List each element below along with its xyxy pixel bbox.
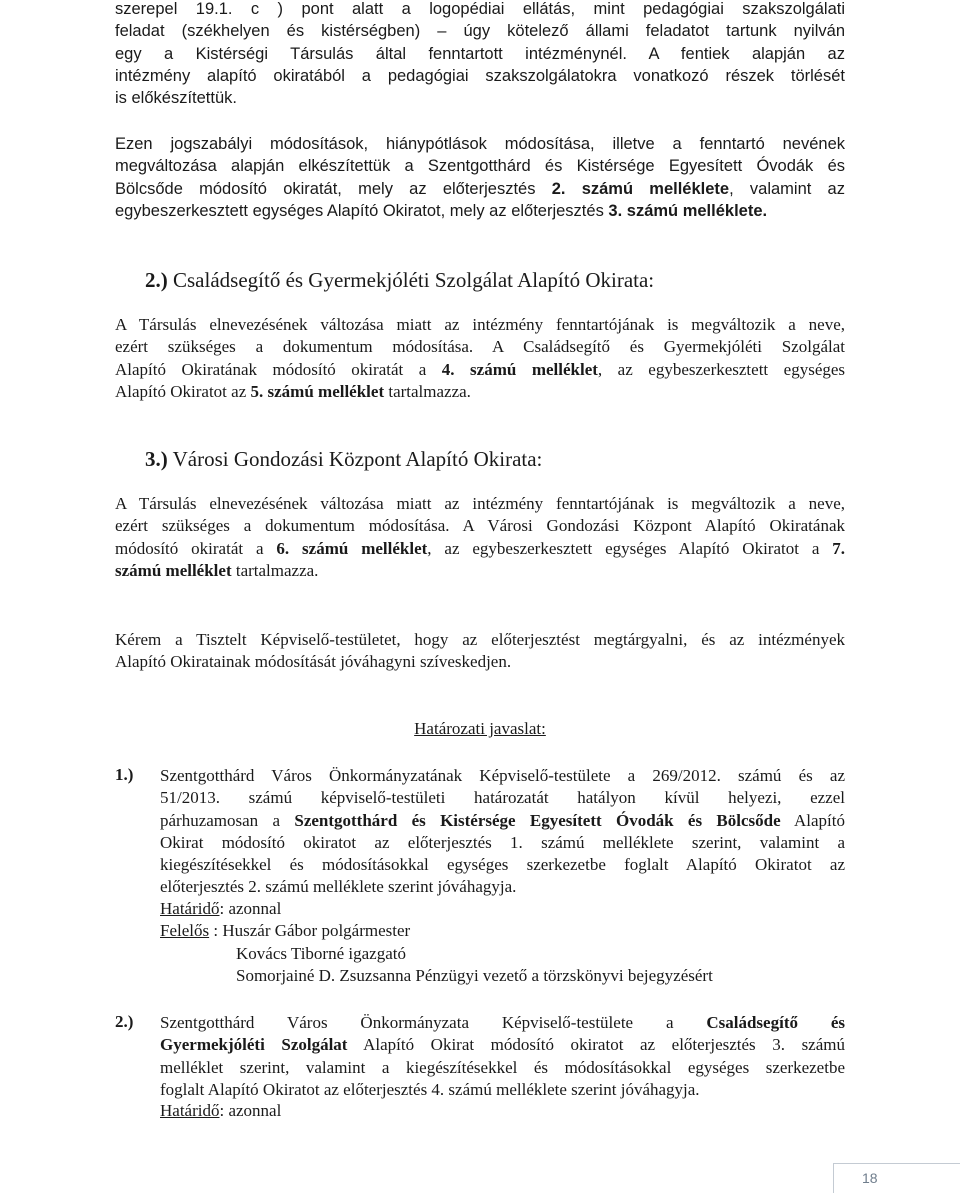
responsible-line: Kovács Tiborné igazgató — [236, 944, 406, 963]
para-line: Alapító Okiratainak módosítását jóváhagyni szíveskedjen. — [115, 652, 512, 672]
para-line: A Társulás elnevezésének változása miatt az intézmény fenntartójának is megváltozik a neve, — [115, 315, 845, 334]
para-line: Alapító Okiratának módosító okiratát a 4. számú melléklet, az egybeszerkesztett egységes — [115, 359, 846, 379]
page-number-box — [833, 1163, 960, 1193]
item-number: 2.) — [115, 1012, 134, 1031]
para-line: 51/2013. számú képviselő-testületi határozatát hatályon kívül helyezi, ezzel — [160, 788, 845, 808]
para-line: Kérem a Tisztelt Képviselő-testületet, hogy az előterjesztést megtárgyalni, és az intézmények — [115, 630, 845, 649]
intro-paragraph — [115, 0, 845, 109]
resolution-item-2 — [160, 1012, 845, 1101]
intro-line: intézmény alapító okiratából a pedagógiai szakszolgálatokra vonatkozó részek törlését — [115, 66, 845, 85]
intro-line: feladat (székhelyen és kistérségben) – úgy kötelező állami feladatot tartunk nyilván — [115, 22, 845, 41]
deadline-line: Határidő: azonnal — [160, 899, 282, 918]
para-line: Szentgotthárd Város Önkormányzata Képviselő-testülete a Családsegítő és — [160, 1013, 845, 1032]
section-heading: 2.) Családsegítő és Gyermekjóléti Szolgálat Alapító Okirata: — [145, 268, 655, 292]
para-line: Gyermekjóléti Szolgálat Alapító Okirat módosító okiratot az előterjesztés 3. számú — [160, 1035, 845, 1055]
intro-line: egy a Kistérségi Társulás által fenntartott intézménynél. A fentiek alapján az — [115, 44, 845, 63]
resolution-item-1 — [160, 765, 845, 899]
responsible-line: Somorjainé D. Zsuzsanna Pénzügyi vezető a törzskönyvi bejegyzésért — [236, 966, 713, 985]
para-line: számú melléklet tartalmazza. — [115, 560, 319, 580]
intro-line: szerepel 19.1. c ) pont alatt a logopédiai ellátás, mint pedagógiai szakszolgálati — [115, 0, 845, 18]
section2-paragraph — [115, 314, 845, 403]
para-line: melléklet szerint, valamint a kiegészítésekkel és módosításokkal egységes szerkezetbe — [160, 1057, 845, 1077]
para-line: ezért szükséges a dokumentum módosítása. A Családsegítő és Gyermekjóléti Szolgálat — [115, 337, 845, 357]
para-line: Szentgotthárd Város Önkormányzatának Képviselő-testülete a 269/2012. számú és az — [160, 766, 845, 785]
resolution-title: Határozati javaslat: — [414, 719, 546, 738]
para-line: egybeszerkesztett egységes Alapító Okiratot, mely az előterjesztés 3. számú melléklete. — [115, 201, 768, 220]
section3-paragraph — [115, 493, 845, 582]
amendment-paragraph — [115, 133, 845, 222]
para-line: módosító okiratát a 6. számú melléklet, az egybeszerkesztett egységes Alapító Okiratot a 7. — [115, 538, 846, 558]
para-line: Okirat módosító okiratot az előterjesztés 1. számú melléklete szerint, valamint a — [160, 832, 845, 852]
deadline-line: Határidő: azonnal — [160, 1101, 282, 1120]
para-line: megváltozása alapján elkészítettük a Szentgotthárd és Kistérsége Egyesített Óvodák és — [115, 157, 845, 176]
responsible-line: Felelős : Huszár Gábor polgármester — [160, 921, 411, 940]
page-number: 18 — [862, 1170, 878, 1186]
para-line: párhuzamosan a Szentgotthárd és Kistérsége Egyesített Óvodák és Bölcsőde Alapító — [160, 810, 845, 830]
item-number: 1.) — [115, 765, 134, 784]
para-line: kiegészítésekkel és módosításokkal egységes szerkezetbe foglalt Alapító Okiratot az — [160, 855, 845, 875]
para-line: ezért szükséges a dokumentum módosítása. A Városi Gondozási Központ Alapító Okiratának — [115, 516, 845, 536]
para-line: Alapító Okiratot az 5. számú melléklet tartalmazza. — [115, 381, 471, 401]
para-line: Bölcsőde módosító okiratát, mely az előterjesztés 2. számú melléklete, valamint az — [115, 179, 845, 198]
para-line: előterjesztés 2. számú melléklete szerint jóváhagyja. — [160, 877, 517, 897]
para-line: Ezen jogszabályi módosítások, hiánypótlások módosítása, illetve a fenntartó nevének — [115, 135, 845, 153]
para-line: A Társulás elnevezésének változása miatt az intézmény fenntartójának is megváltozik a neve, — [115, 494, 845, 513]
intro-line: is előkészítettük. — [115, 89, 237, 108]
section-heading: 3.) Városi Gondozási Központ Alapító Okirata: — [145, 447, 543, 471]
para-line: foglalt Alapító Okiratot az előterjesztés 4. számú melléklete szerint jóváhagyja. — [160, 1079, 700, 1099]
request-paragraph — [115, 629, 845, 674]
